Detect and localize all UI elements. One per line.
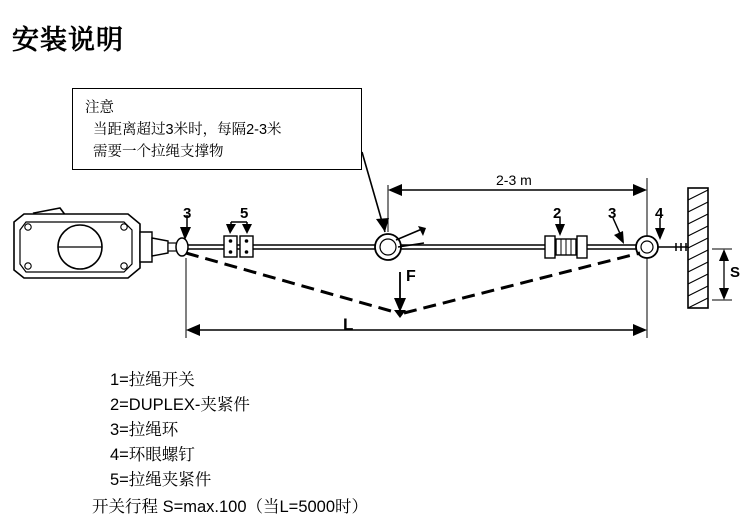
force-arrow xyxy=(394,272,406,312)
note-line-1: 当距离超过3米时，每隔2-3米 xyxy=(93,122,282,138)
dimension-length xyxy=(186,258,647,338)
legend-item-2: 2=DUPLEX-夹紧件 xyxy=(110,396,250,414)
rope-support-ring xyxy=(375,226,426,260)
callout-5-clamps: 5 xyxy=(240,205,249,222)
callout-3-right: 3 xyxy=(608,205,617,222)
page-title: 安装说明 xyxy=(12,25,124,55)
wall xyxy=(688,188,708,308)
note-line-2: 需要一个拉绳支撑物 xyxy=(93,144,224,160)
callout-4-eyebolt: 4 xyxy=(655,205,664,222)
force-label: F xyxy=(406,268,416,285)
legend-list xyxy=(110,368,510,493)
rope-pull-switch-body xyxy=(14,208,178,278)
note-leader-line xyxy=(362,152,389,232)
legend-item-3: 3=拉绳环 xyxy=(110,421,179,439)
rope-clamp-group xyxy=(224,236,253,257)
dimension-length-label: L xyxy=(343,315,354,334)
legend-item-5: 5=拉绳夹紧件 xyxy=(110,471,212,489)
note-heading: 注意 xyxy=(85,100,114,116)
callout-3-left: 3 xyxy=(183,205,192,222)
callout-2-duplex: 2 xyxy=(553,205,562,222)
legend-item-4: 4=环眼螺钉 xyxy=(110,446,195,464)
dimension-stroke-label: S xyxy=(730,264,741,281)
dimension-top-label: 2-3 m xyxy=(496,172,532,188)
dimension-stroke-s xyxy=(712,249,732,300)
legend-footer-note: 开关行程 S=max.100（当L=5000时） xyxy=(92,498,369,516)
duplex-clamp xyxy=(545,236,587,258)
legend-item-1: 1=拉绳开关 xyxy=(110,371,195,389)
